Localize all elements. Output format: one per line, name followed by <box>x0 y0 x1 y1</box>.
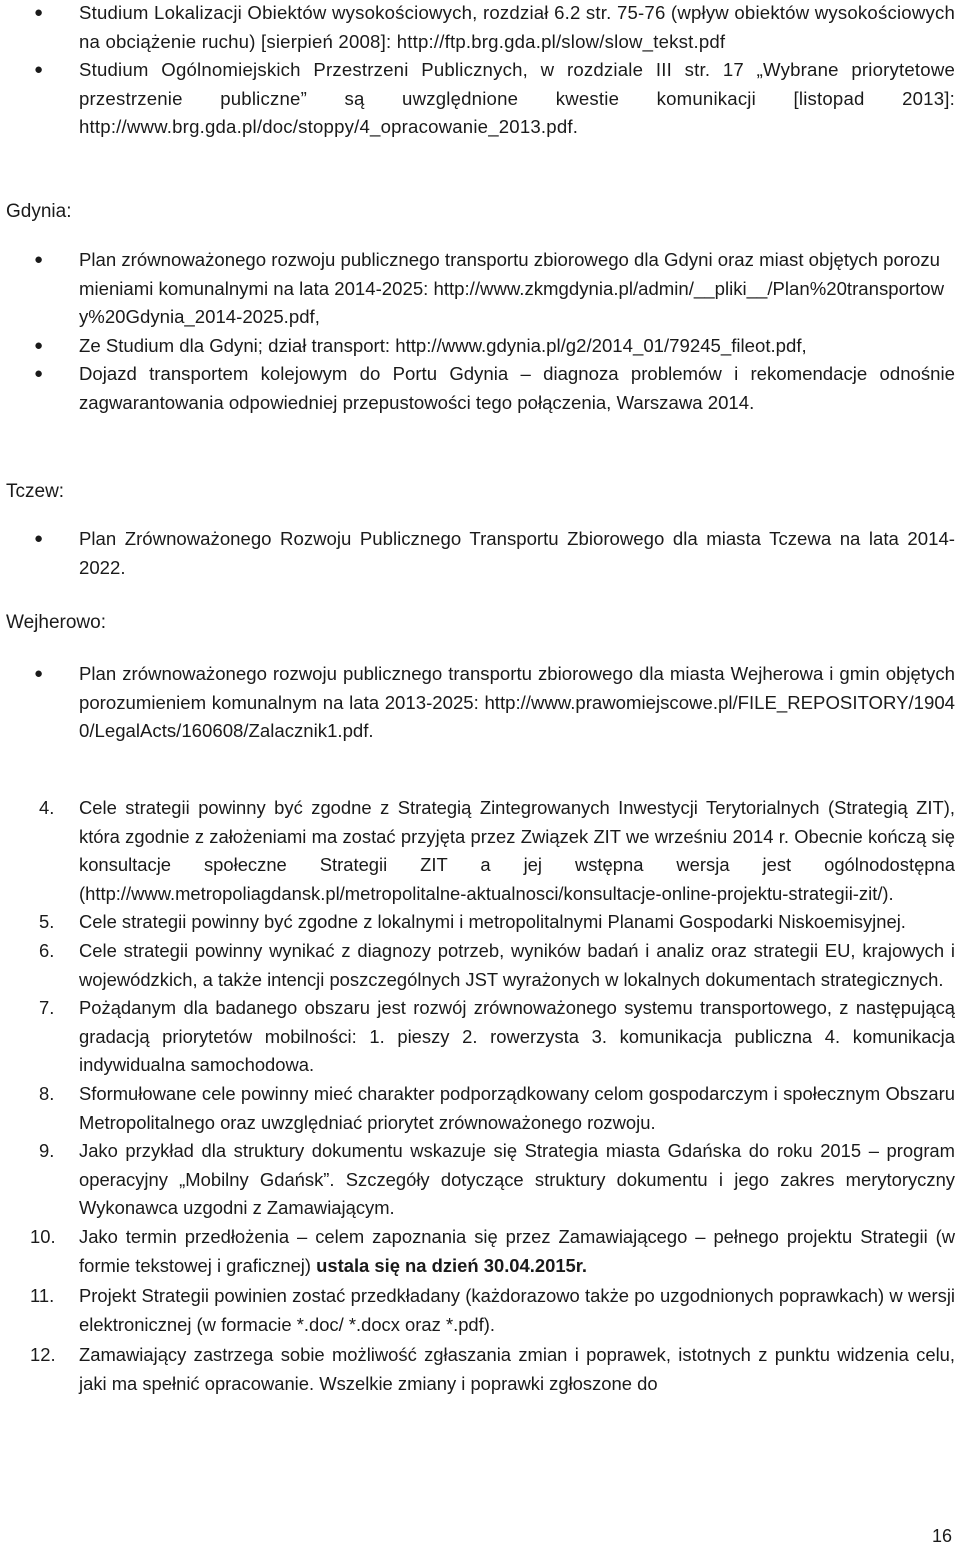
section-heading-gdynia: Gdynia: <box>6 201 72 222</box>
list-item: 7. Pożądanym dla badanego obszaru jest rozwój zrównoważonego systemu transportowego, z następującą gradacją priorytetów mobilności: 1. pieszy 2. rowerzysta 3. komunikacja publiczna 4. komunikacja indywidualna samochodowa. <box>0 994 955 1080</box>
bullet-icon: ● <box>34 4 44 21</box>
item-number: 7. <box>39 997 55 1019</box>
item-number: 12. <box>30 1344 56 1366</box>
item-number: 8. <box>39 1082 55 1104</box>
item-number: 9. <box>39 1140 55 1162</box>
gdynia-list <box>0 246 955 417</box>
item-number: 5. <box>39 911 55 933</box>
list-item: 9. Jako przykład dla struktury dokumentu wskazuje się Strategia miasta Gdańska do roku 2015 – program operacyjny „Mobilny Gdańsk”. Szczegóły dotyczące struktury dokumentu i jego zakres merytoryczny Wykonawca uzgodni z Zamawiającym. <box>0 1137 955 1223</box>
item-number: 11. <box>30 1285 55 1307</box>
wejherowo-list <box>0 660 955 746</box>
bullet-icon: ● <box>34 336 44 354</box>
bullet-icon: ● <box>34 251 44 268</box>
list-item: ● Plan Zrównoważonego Rozwoju Publicznego Transportu Zbiorowego dla miasta Tczewa na lata 2014-2022. <box>0 525 955 582</box>
tczew-list <box>0 525 955 582</box>
numbered-list <box>0 794 955 1398</box>
item-number: 6. <box>39 939 55 961</box>
list-item: 12. Zamawiający zastrzega sobie możliwość zgłaszania zmian i poprawek, istotnych z punktu widzenia celu, jaki ma spełnić opracowanie. Wszelkie zmiany i poprawki zgłoszone do <box>0 1341 955 1398</box>
list-item: ● Ze Studium dla Gdyni; dział transport: http://www.gdynia.pl/g2/2014_01/79245_fileot.pdf, <box>0 332 955 361</box>
deadline-text: ustala się na dzień 30.04.2015r. <box>316 1254 588 1276</box>
list-item: 10. Jako termin przedłożenia – celem zapoznania się przez Zamawiającego – pełnego projektu Strategii (w formie tekstowej i graficznej) ustala się na dzień 30.04.2015r. <box>0 1223 955 1280</box>
page-number: 16 <box>931 1526 952 1546</box>
list-item: ● Plan zrównoważonego rozwoju publicznego transportu zbiorowego dla Gdyni oraz miast objętych porozumieniami komunalnymi na lata 2014-2025: http://www.zkmgdynia.pl/admin/__pliki__/Plan%20transportowy%20Gdynia_2014-2025.pdf, <box>0 246 955 332</box>
bullet-icon: ● <box>34 365 44 382</box>
list-item: 5. Cele strategii powinny być zgodne z lokalnymi i metropolitalnymi Planami Gospodarki Niskoemisyjnej. <box>0 908 955 937</box>
list-item: ● Studium Lokalizacji Obiektów wysokościowych, rozdział 6.2 str. 75-76 (wpływ obiektów wysokościowych na obciążenie ruchu) [sierpień 2008]: http://ftp.brg.gda.pl/slow/slow_tekst.pdf <box>0 0 955 56</box>
item-number: 4. <box>39 797 55 818</box>
list-item: ● Dojazd transportem kolejowym do Portu Gdynia – diagnoza problemów i rekomendacje odnośnie zagwarantowania odpowiedniej przepustowości tego połączenia, Warszawa 2014. <box>0 360 955 417</box>
list-item: ● Plan zrównoważonego rozwoju publicznego transportu zbiorowego dla miasta Wejherowa i gmin objętych porozumieniem komunalnym na lata 2013-2025: http://www.prawomiejscowe.pl/FILE_REPOSITORY/19040/LegalActs/160608/Zalacznik1.pdf. <box>0 660 955 746</box>
section-heading-tczew: Tczew: <box>6 481 65 502</box>
list-item: 6. Cele strategii powinny wynikać z diagnozy potrzeb, wyników badań i analiz oraz strategii EU, krajowych i wojewódzkich, a także intencji poszczególnych JST wyrażonych w lokalnych dokumentach strategicznych. <box>0 937 955 994</box>
top-bullet-list <box>0 0 955 142</box>
item-number: 10. <box>30 1225 56 1247</box>
section-heading-wejherowo: Wejherowo: <box>6 612 106 633</box>
list-item: 4. Cele strategii powinny być zgodne z Strategią Zintegrowanych Inwestycji Terytorialnych (Strategią ZIT), która zgodnie z założeniami ma zostać przyjęta przez Związek ZIT we wrześniu 2014 r. Obecnie kończą się konsultacje społeczne Strategii ZIT a jej wstępna wersja jest ogólnodostępna (http://www.metropoliagdansk.pl/metropolitalne-aktualnosci/konsultacje-online-projektu-strategii-zit/). <box>0 794 955 908</box>
bullet-icon: ● <box>34 61 44 78</box>
bullet-icon: ● <box>34 530 44 547</box>
list-item: ● Studium Ogólnomiejskich Przestrzeni Publicznych, w rozdziale III str. 17 „Wybrane priorytetowe przestrzenie publiczne” są uwzględnione kwestie komunikacji [listopad 2013]: http://www.brg.gda.pl/doc/stoppy/4_opracowanie_2013.pdf. <box>0 56 955 142</box>
list-item: 8. Sformułowane cele powinny mieć charakter podporządkowany celom gospodarczym i społecznym Obszaru Metropolitalnego oraz uwzględniać priorytet zrównoważonego rozwoju. <box>0 1080 955 1137</box>
list-item: 11. Projekt Strategii powinien zostać przedkładany (każdorazowo także po uzgodnionych poprawkach) w wersji elektronicznej (w formacie *.doc/ *.docx oraz *.pdf). <box>0 1282 955 1339</box>
bullet-icon: ● <box>34 665 44 682</box>
